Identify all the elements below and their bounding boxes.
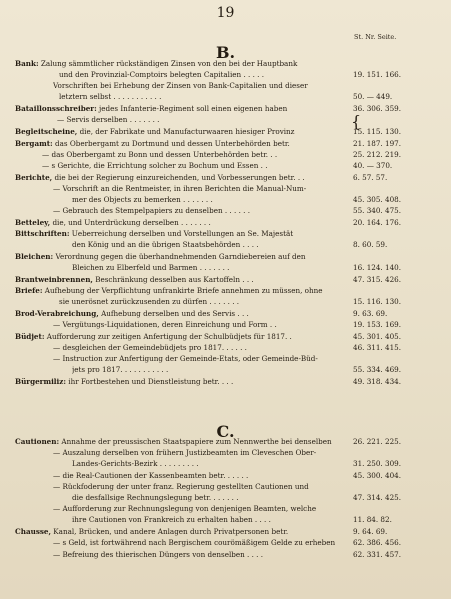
entry-text bbox=[72, 458, 350, 469]
entry-description: Kanal, Brücken, und andere Anlagen durch Privatpersonen betr. bbox=[51, 527, 289, 536]
index-line bbox=[0, 160, 451, 171]
column-header: St. Nr. Seite. bbox=[354, 33, 397, 41]
entry-text bbox=[59, 91, 350, 102]
entry-text bbox=[15, 103, 350, 114]
entry-reference: 6. 57. 57. bbox=[353, 173, 388, 182]
index-line bbox=[0, 114, 451, 125]
index-line bbox=[0, 342, 451, 353]
entry-description: mer des Objects zu bemerken . . . . . . . bbox=[72, 195, 213, 204]
entry-keyword: Bank: bbox=[15, 59, 39, 68]
entry-text bbox=[15, 436, 350, 447]
entry-reference: 26. 221. 225. bbox=[353, 437, 402, 446]
entry-text bbox=[53, 537, 350, 548]
entry-description: ihr Fortbestehen und Dienstleistung betr. . . . bbox=[66, 377, 234, 386]
entry-description: Landes-Gerichts-Bezirk . . . . . . . . . bbox=[72, 459, 199, 468]
entry-description: — die Real-Cautionen der Kassenbeamten betr. . . . . . bbox=[53, 471, 249, 480]
entry-description: das Oberbergamt zu Dortmund und dessen Unterbehörden betr. bbox=[52, 139, 290, 148]
entry-text bbox=[53, 205, 350, 216]
entry-reference: 11. 84. 82. bbox=[353, 515, 392, 524]
index-line bbox=[0, 205, 451, 216]
index-line bbox=[0, 503, 451, 514]
entry-text bbox=[72, 194, 350, 205]
index-line bbox=[0, 274, 451, 285]
entry-text bbox=[53, 447, 350, 458]
entry-text bbox=[15, 526, 350, 537]
entry-reference: 45. 300. 404. bbox=[353, 471, 402, 480]
index-line bbox=[0, 251, 451, 262]
entry-keyword: Brod-Verabreichung, bbox=[15, 309, 99, 318]
entry-keyword: Bittschriften: bbox=[15, 229, 70, 238]
entry-text bbox=[15, 217, 350, 228]
entry-text bbox=[59, 69, 350, 80]
entry-text bbox=[15, 58, 350, 69]
index-line bbox=[0, 537, 451, 548]
entry-text bbox=[53, 353, 350, 364]
entry-text bbox=[42, 160, 350, 171]
entry-description: Aufforderung zur zeitigen Anfertigung der Schulbüdjets für 1817. . bbox=[44, 332, 292, 341]
entry-text bbox=[15, 228, 350, 239]
entry-description: Aufhebung derselben und des Servis . . . bbox=[98, 309, 249, 318]
entry-description: — Aufforderung zur Rechnungslegung von denjenigen Beamten, welche bbox=[53, 504, 317, 513]
entry-reference: 9. 64. 69. bbox=[353, 527, 388, 536]
index-line bbox=[0, 183, 451, 194]
entry-description: sie unerösnet zurückzusenden zu dürfen . . . . . . . bbox=[59, 297, 240, 306]
entry-reference: 47. 315. 426. bbox=[353, 275, 402, 284]
index-line bbox=[0, 514, 451, 525]
index-line bbox=[0, 296, 451, 307]
entry-keyword: Bergamt: bbox=[15, 139, 53, 148]
index-line bbox=[0, 319, 451, 330]
entry-text bbox=[53, 503, 350, 514]
entry-text bbox=[53, 319, 350, 330]
entry-reference: 15. 115. 130. bbox=[353, 127, 402, 136]
entry-description: — Gebrauch des Stempelpapiers zu denselben . . . . . . bbox=[53, 206, 250, 215]
index-line bbox=[0, 436, 451, 447]
index-line bbox=[0, 308, 451, 319]
section-letter: B. bbox=[215, 43, 236, 62]
index-line bbox=[0, 91, 451, 102]
entry-keyword: Chausse, bbox=[15, 527, 51, 536]
entry-text bbox=[15, 172, 350, 183]
entry-description: und den Provinzial-Comptoirs belegten Capitalien . . . . . bbox=[59, 70, 265, 79]
entry-reference: 16. 124. 140. bbox=[353, 263, 402, 272]
index-line bbox=[0, 458, 451, 469]
entry-reference: 19. 153. 169. bbox=[353, 320, 402, 329]
entry-reference: 19. 151. 166. bbox=[353, 70, 402, 79]
index-line bbox=[0, 138, 451, 149]
entry-text bbox=[53, 470, 350, 481]
section-letter: C. bbox=[216, 422, 235, 441]
entry-description: — Vorschrift an die Rentmeister, in ihren Berichten die Manual-Num- bbox=[53, 184, 307, 193]
index-line bbox=[0, 492, 451, 503]
entry-text bbox=[72, 364, 350, 375]
entry-description: Ueberreichung derselben und Vorstellungen an Se. Majestät bbox=[69, 229, 294, 238]
entry-reference: 21. 187. 197. bbox=[353, 139, 402, 148]
entry-description: Bleichen zu Elberfeld und Barmen . . . . . . . bbox=[72, 263, 230, 272]
entry-reference: 8. 60. 59. bbox=[353, 240, 388, 249]
index-line bbox=[0, 376, 451, 387]
entry-reference: 25. 212. 219. bbox=[353, 150, 402, 159]
index-line bbox=[0, 194, 451, 205]
entry-description: — Servis derselben . . . . . . . bbox=[57, 115, 160, 124]
entry-text bbox=[53, 549, 350, 560]
index-line bbox=[0, 126, 451, 137]
entry-description: Zalung sämmtlicher rückständigen Zinsen von den bei der Hauptbank bbox=[38, 59, 298, 68]
entry-text bbox=[15, 376, 350, 387]
entry-description: Vorschriften bei Erhebung der Zinsen von Bank-Capitalien und dieser bbox=[53, 81, 308, 90]
index-line bbox=[0, 58, 451, 69]
entry-reference: 49. 318. 434. bbox=[353, 377, 402, 386]
index-line bbox=[0, 331, 451, 342]
index-line bbox=[0, 470, 451, 481]
entry-description: letztern selbst . . . . . . . . . . . bbox=[59, 92, 162, 101]
entry-text bbox=[53, 183, 350, 194]
index-line bbox=[0, 447, 451, 458]
entry-text bbox=[72, 492, 350, 503]
entry-text bbox=[72, 262, 350, 273]
entry-text bbox=[57, 114, 350, 125]
index-line bbox=[0, 285, 451, 296]
index-line bbox=[0, 228, 451, 239]
entry-reference: 40. — 370. bbox=[353, 161, 393, 170]
index-line bbox=[0, 149, 451, 160]
entry-reference: 45. 305. 408. bbox=[353, 195, 402, 204]
entry-reference: 31. 250. 309. bbox=[353, 459, 402, 468]
entry-description: ihre Cautionen von Frankreich zu erhalten haben . . . . bbox=[72, 515, 271, 524]
entry-reference: 9. 63. 69. bbox=[353, 309, 388, 318]
entry-description: die desfallsige Rechnungslegung betr. . . . . . . bbox=[72, 493, 239, 502]
entry-description: jedes Infanterie-Regiment soll einen eigenen haben bbox=[96, 104, 288, 113]
index-line bbox=[0, 103, 451, 114]
entry-reference: 15. 116. 130. bbox=[353, 297, 402, 306]
entry-description: — Auszalung derselben von frühern Justizbeamten im Cleveschen Ober- bbox=[53, 448, 317, 457]
entry-description: die bei der Regierung einzureichenden, und Vorbesserungen betr. . . bbox=[52, 173, 305, 182]
entry-reference: 47. 314. 425. bbox=[353, 493, 402, 502]
entry-reference: 62. 331. 457. bbox=[353, 550, 402, 559]
entry-text bbox=[15, 308, 350, 319]
entry-description: die, und Unterdrückung derselben . . . . . . . bbox=[50, 218, 211, 227]
entry-reference: 55. 334. 469. bbox=[353, 365, 402, 374]
entry-text bbox=[15, 251, 350, 262]
entry-description: — s Gerichte, die Errichtung solcher zu Bochum und Essen . . bbox=[42, 161, 268, 170]
entry-keyword: Betteley, bbox=[15, 218, 51, 227]
entry-description: — desgleichen der Gemeindebüdjets pro 1817. . . . . . bbox=[53, 343, 247, 352]
entry-keyword: Bataillonsschreiber: bbox=[15, 104, 97, 113]
entry-text bbox=[15, 274, 350, 285]
entry-keyword: Bürgermiliz: bbox=[15, 377, 67, 386]
entry-reference: 50. — 449. bbox=[353, 92, 393, 101]
entry-text bbox=[42, 149, 350, 160]
index-line bbox=[0, 69, 451, 80]
entry-reference: 20. 164. 176. bbox=[353, 218, 402, 227]
entry-keyword: Brantweinbrennen, bbox=[15, 275, 93, 284]
entry-text bbox=[15, 138, 350, 149]
entry-reference: 62. 386. 456. bbox=[353, 538, 402, 547]
entry-description: jets pro 1817. . . . . . . . . . . bbox=[72, 365, 169, 374]
entry-keyword: Berichte, bbox=[15, 173, 53, 182]
entry-description: den König und an die übrigen Staatsbehörden . . . . bbox=[72, 240, 259, 249]
entry-text bbox=[15, 126, 350, 137]
entry-text bbox=[53, 481, 350, 492]
entry-description: die, der Fabrikate und Manufacturwaaren hiesiger Provinz bbox=[77, 127, 295, 136]
entry-description: — s Geld, ist fortwährend nach Bergischem courömäßigem Gelde zu erheben bbox=[53, 538, 336, 547]
entry-text bbox=[53, 80, 350, 91]
index-line bbox=[0, 239, 451, 250]
entry-text bbox=[72, 514, 350, 525]
entry-text bbox=[72, 239, 350, 250]
entry-description: Verordnung gegen die überhandnehmenden Garndiebereien auf den bbox=[53, 252, 306, 261]
index-line bbox=[0, 353, 451, 364]
entry-description: — Rückfoderung der unter franz. Regierung gestellten Cautionen und bbox=[53, 482, 309, 491]
index-line bbox=[0, 481, 451, 492]
entry-description: — Befreiung des thierischen Düngers von denselben . . . . bbox=[53, 550, 264, 559]
entry-reference: 55. 340. 475. bbox=[353, 206, 402, 215]
brace-mark: { bbox=[351, 112, 362, 131]
index-line bbox=[0, 364, 451, 375]
entry-keyword: Begleitscheine, bbox=[15, 127, 78, 136]
entry-text bbox=[53, 342, 350, 353]
entry-description: — Instruction zur Anfertigung der Gemeinde-Etats, oder Gemeinde-Büd- bbox=[53, 354, 318, 363]
index-line bbox=[0, 526, 451, 537]
entry-keyword: Cautionen: bbox=[15, 437, 60, 446]
entry-description: Beschränkung desselben aus Kartoffeln . . . bbox=[92, 275, 254, 284]
entry-keyword: Büdjet: bbox=[15, 332, 45, 341]
index-line bbox=[0, 80, 451, 91]
entry-text bbox=[59, 296, 350, 307]
entry-reference: 45. 301. 405. bbox=[353, 332, 402, 341]
entry-description: — das Oberbergamt zu Bonn und dessen Unterbehörden betr. . . bbox=[42, 150, 278, 159]
index-line bbox=[0, 262, 451, 273]
entry-keyword: Bleichen: bbox=[15, 252, 54, 261]
index-line bbox=[0, 549, 451, 560]
entry-keyword: Briefe: bbox=[15, 286, 43, 295]
index-line bbox=[0, 172, 451, 183]
entry-reference: 46. 311. 415. bbox=[353, 343, 402, 352]
index-line bbox=[0, 217, 451, 228]
entry-text bbox=[15, 285, 350, 296]
entry-text bbox=[15, 331, 350, 342]
entry-description: Annahme der preussischen Staatspapiere zum Nennwerthe bei denselben bbox=[59, 437, 332, 446]
entry-reference: 36. 306. 359. bbox=[353, 104, 402, 113]
entry-description: Aufhebung der Verpflichtung unfrankirte Briefe annehmen zu müssen, ohne bbox=[42, 286, 323, 295]
entry-description: — Vergütungs-Liquidationen, deren Einreichung und Form . . bbox=[53, 320, 277, 329]
page-number: 19 bbox=[216, 5, 235, 21]
